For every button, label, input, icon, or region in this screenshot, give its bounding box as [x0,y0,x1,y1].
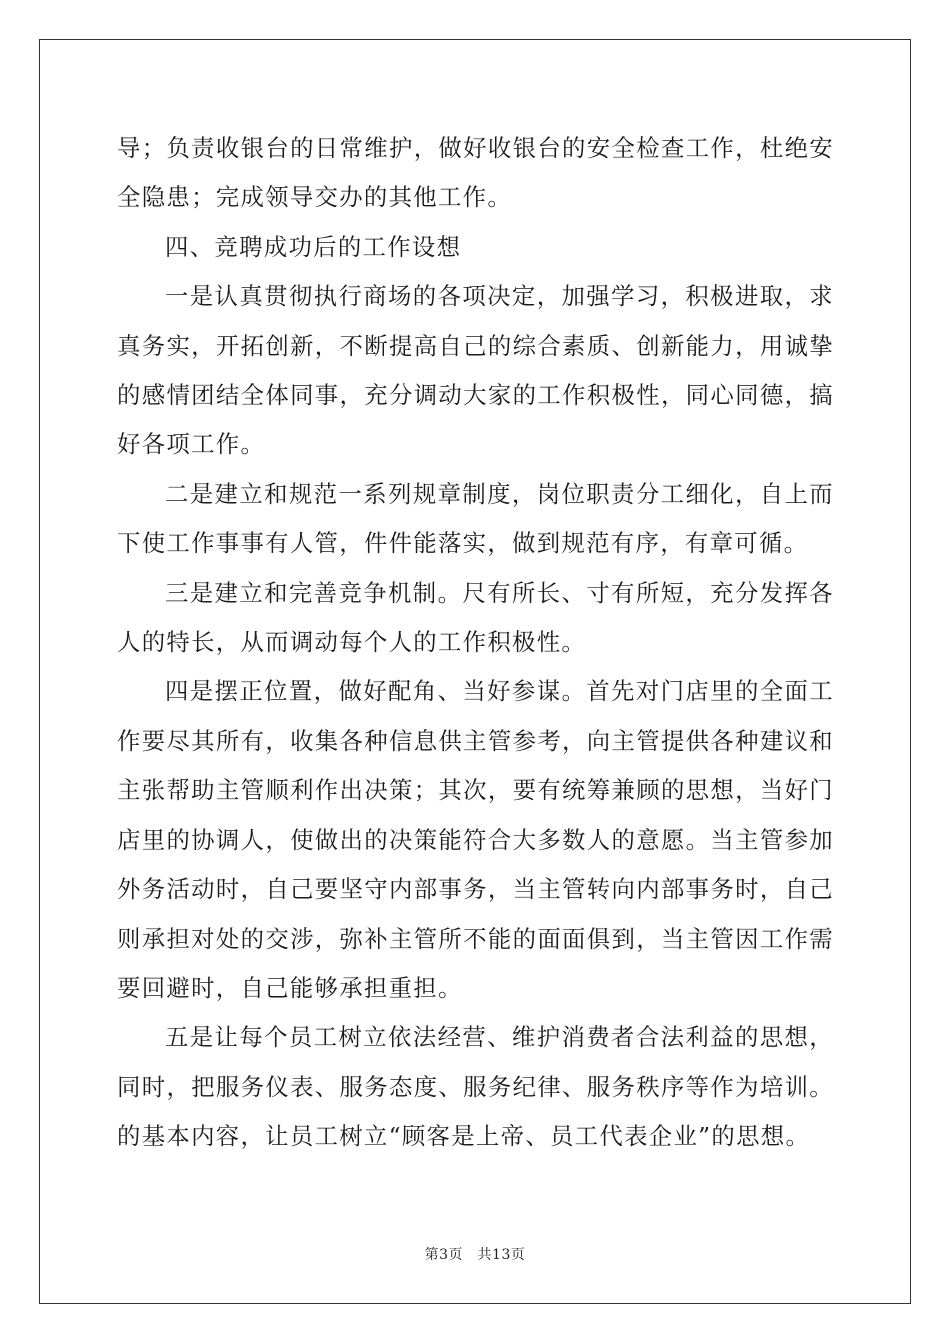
section-heading: 四、竞聘成功后的工作设想 [165,232,462,261]
paragraph-point-5: 五是让每个员工树立依法经营、维护消费者合法利益的思想，同时，把服务仪表、服务态度、服务纪律、服务秩序等作为培训。的基本内容，让员工树立“顾客是上帝、员工代表企业”的思想。 [117,1023,834,1151]
paragraph-point-3: 三是建立和完善竞争机制。尺有所长、寸有所短，充分发挥各人的特长，从而调动每个人的工作积极性。 [117,578,834,657]
paragraph-1: 导；负责收银台的日常维护，做好收银台的安全检查工作，杜绝安全隐患；完成领导交办的其他工作。 [117,134,834,212]
page-number-footer: 第3页 共13页 [424,1247,526,1263]
paragraph-point-2: 二是建立和规范一系列规章制度，岗位职责分工细化，自上而下使工作事事有人管，件件能落实，做到规范有序，有章可循。 [117,479,834,558]
paragraph-point-4: 四是摆正位置，做好配角、当好参谋。首先对门店里的全面工作要尽其所有，收集各种信息供主管参考，向主管提供各种建议和主张帮助主管顺利作出决策；其次，要有统筹兼顾的思想，当好门店里的协调人，使做出的决策能符合大多数人的意愿。当主管参加外务活动时，自己要坚守内部事务，当主管转向内部事务时，自己则承担对处的交涉，弥补主管所不能的面面俱到，当主管因工作需要回避时，自己能够承担重担。 [117,677,834,1002]
paragraph-point-1: 一是认真贯彻执行商场的各项决定，加强学习，积极进取，求真务实，开拓创新，不断提高自己的综合素质、创新能力，用诚挚的感情团结全体同事，充分调动大家的工作积极性，同心同德，搞好各项工作。 [117,282,834,459]
document-body [117,124,834,1162]
